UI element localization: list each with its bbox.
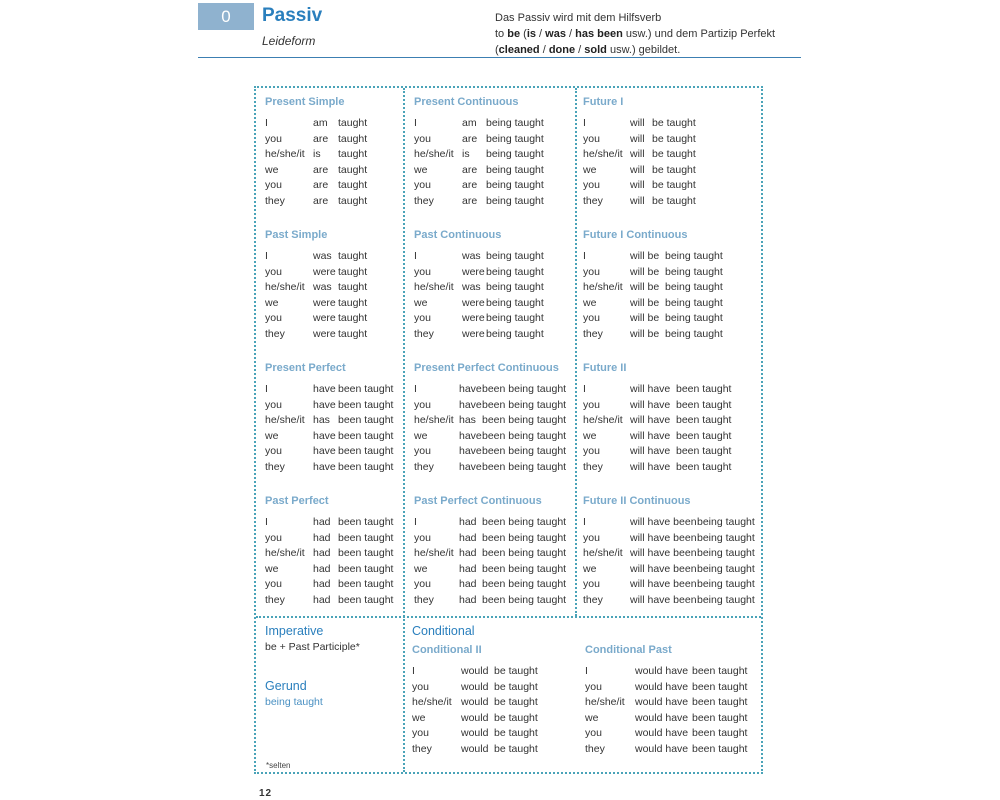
future-i-row-5-person: you xyxy=(583,179,600,192)
conditional-past-row-3-auxiliary: would have xyxy=(635,696,689,709)
future-i-row-5-verb-form: be taught xyxy=(652,179,696,192)
past-simple-row-4-verb-form: taught xyxy=(338,296,368,309)
page-title: Passiv xyxy=(262,5,323,26)
present-perfect-continuous-row-5-auxiliary: have xyxy=(459,445,482,458)
past-simple-row-6-auxiliary: were xyxy=(313,328,336,340)
gerund-value: being taught xyxy=(265,696,323,708)
present-perfect-row-4-person: we xyxy=(265,429,279,442)
future-i-continuous-row-2-auxiliary: will be xyxy=(630,265,660,278)
future-i-row-3-verb-form: be taught xyxy=(652,148,696,161)
past-perfect-row-1-verb-form: been taught xyxy=(338,516,394,528)
imperative-formula: be + Past Participle* xyxy=(265,641,360,653)
future-ii-continuous-row-1-auxiliary: will have been xyxy=(630,516,697,528)
present-simple-row-4-person: we xyxy=(265,163,279,176)
past-continuous-row-5-person: you xyxy=(414,312,431,325)
present-continuous-row-2-person: you xyxy=(414,132,431,145)
future-i-continuous-row-3-person: he/she/it xyxy=(583,281,623,294)
future-i-continuous-row-3-auxiliary: will be xyxy=(630,281,660,294)
present-continuous-row-6-auxiliary: are xyxy=(462,195,478,207)
page-subtitle: Leideform xyxy=(262,34,316,48)
past-perfect-row-4-auxiliary: had xyxy=(313,562,331,575)
conditional-ii-row-4-auxiliary: would xyxy=(461,711,489,724)
present-simple-row-3-verb-form: taught xyxy=(338,148,368,161)
conditional-ii-row-6-verb-form: be taught xyxy=(494,743,538,755)
past-perfect-row-2-verb-form: been taught xyxy=(338,531,394,544)
present-continuous-row-1-verb-form: being taught xyxy=(486,117,544,129)
past-simple-row-3-verb-form: taught xyxy=(338,281,368,294)
future-i-row-1-auxiliary: will xyxy=(630,117,645,129)
future-i-row-6-person: they xyxy=(583,195,603,207)
column-divider-1 xyxy=(403,88,405,772)
conditional-ii-row-4-person: we xyxy=(412,711,426,724)
past-simple-row-3-person: he/she/it xyxy=(265,281,305,294)
present-continuous-row-1-person: I xyxy=(414,117,417,129)
present-perfect-row-1-auxiliary: have xyxy=(313,383,336,395)
present-perfect-continuous-row-5-person: you xyxy=(414,445,431,458)
future-ii-continuous-row-1-person: I xyxy=(583,516,586,528)
present-continuous-row-3-person: he/she/it xyxy=(414,148,454,161)
intro-line-2: to be (is / was / has been usw.) und dem Partizip Perfekt xyxy=(495,28,776,40)
future-i-row-4-verb-form: be taught xyxy=(652,163,696,176)
future-ii-row-3-auxiliary: will have xyxy=(630,414,671,427)
present-simple-row-2-verb-form: taught xyxy=(338,132,368,145)
future-i-continuous-row-1-auxiliary: will be xyxy=(630,250,660,262)
intro-text xyxy=(495,10,795,58)
present-perfect-row-6-verb-form: been taught xyxy=(338,461,394,473)
future-i-continuous-row-5-verb-form: being taught xyxy=(665,312,723,325)
conditional-ii-row-2-person: you xyxy=(412,680,429,693)
past-perfect-row-1-auxiliary: had xyxy=(313,516,331,528)
future-ii-continuous-row-4-person: we xyxy=(583,562,597,575)
future-ii-continuous-row-2-auxiliary: will have been xyxy=(630,531,697,544)
present-perfect-continuous-row-1-auxiliary: have xyxy=(459,383,482,395)
future-ii-continuous-row-5-verb-form: being taught xyxy=(697,578,755,591)
future-i-row-1-verb-form: be taught xyxy=(652,117,696,129)
conditional-ii-row-3-person: he/she/it xyxy=(412,696,452,709)
conditional-past-row-1-person: I xyxy=(585,665,588,677)
present-perfect-continuous-row-2-auxiliary: have xyxy=(459,398,482,411)
present-simple-row-3-person: he/she/it xyxy=(265,148,305,161)
past-simple-row-4-person: we xyxy=(265,296,279,309)
conditional-ii-row-2-auxiliary: would xyxy=(461,680,489,693)
future-i-continuous-row-2-person: you xyxy=(583,265,600,278)
past-continuous-row-6-auxiliary: were xyxy=(462,328,485,340)
past-continuous-row-1-auxiliary: was xyxy=(462,250,481,262)
future-i-row-6-verb-form: be taught xyxy=(652,195,696,207)
conditional-past-row-6-auxiliary: would have xyxy=(635,743,689,755)
past-continuous-row-2-auxiliary: were xyxy=(462,265,485,278)
conditional-past-row-1-verb-form: been taught xyxy=(692,665,748,677)
present-simple-row-4-auxiliary: are xyxy=(313,163,329,176)
past-perfect-row-5-auxiliary: had xyxy=(313,578,331,591)
conditional-past-row-5-verb-form: been taught xyxy=(692,727,748,740)
future-i-continuous-row-1-person: I xyxy=(583,250,586,262)
header-divider xyxy=(198,57,801,58)
present-perfect-continuous-row-6-person: they xyxy=(414,461,434,473)
conditional-past-row-3-person: he/she/it xyxy=(585,696,625,709)
past-perfect-row-3-person: he/she/it xyxy=(265,547,305,560)
present-perfect-row-2-verb-form: been taught xyxy=(338,398,394,411)
future-ii-continuous-row-5-person: you xyxy=(583,578,600,591)
future-i-continuous-row-2-verb-form: being taught xyxy=(665,265,723,278)
past-simple-row-1-auxiliary: was xyxy=(313,250,332,262)
tense-title-present-simple: Present Simple xyxy=(265,96,345,108)
row-divider xyxy=(256,616,761,618)
past-simple-row-2-verb-form: taught xyxy=(338,265,368,278)
past-continuous-row-1-person: I xyxy=(414,250,417,262)
present-perfect-row-6-person: they xyxy=(265,461,285,473)
past-perfect-continuous-row-3-auxiliary: had xyxy=(459,547,477,560)
past-perfect-row-6-auxiliary: had xyxy=(313,594,331,606)
present-perfect-row-5-person: you xyxy=(265,445,282,458)
past-simple-row-6-verb-form: taught xyxy=(338,328,368,340)
conditional-ii-row-4-verb-form: be taught xyxy=(494,711,538,724)
past-perfect-continuous-row-5-auxiliary: had xyxy=(459,578,477,591)
future-ii-continuous-row-4-auxiliary: will have been xyxy=(630,562,697,575)
present-continuous-row-2-verb-form: being taught xyxy=(486,132,544,145)
present-continuous-row-6-person: they xyxy=(414,195,434,207)
past-perfect-continuous-row-6-verb-form: been being taught xyxy=(482,594,567,606)
tense-title-past-simple: Past Simple xyxy=(265,229,328,241)
present-perfect-continuous-row-6-verb-form: been being taught xyxy=(482,461,567,473)
past-simple-row-2-person: you xyxy=(265,265,282,278)
past-perfect-row-6-verb-form: been taught xyxy=(338,594,394,606)
future-i-row-5-auxiliary: will xyxy=(630,179,645,192)
past-perfect-continuous-row-4-verb-form: been being taught xyxy=(482,562,567,575)
tense-title-future-i-continuous: Future I Continuous xyxy=(583,229,688,241)
future-ii-row-5-person: you xyxy=(583,445,600,458)
past-continuous-row-6-verb-form: being taught xyxy=(486,328,544,340)
present-simple-row-5-person: you xyxy=(265,179,282,192)
present-simple-row-2-person: you xyxy=(265,132,282,145)
present-continuous-row-3-auxiliary: is xyxy=(462,148,470,161)
past-perfect-continuous-row-5-person: you xyxy=(414,578,431,591)
future-ii-continuous-row-6-person: they xyxy=(583,594,603,606)
future-i-continuous-row-6-verb-form: being taught xyxy=(665,328,723,340)
present-perfect-row-4-auxiliary: have xyxy=(313,429,336,442)
conditional-ii-row-1-auxiliary: would xyxy=(461,665,489,677)
past-continuous-row-1-verb-form: being taught xyxy=(486,250,544,262)
conditional-ii-row-3-auxiliary: would xyxy=(461,696,489,709)
present-simple-row-4-verb-form: taught xyxy=(338,163,368,176)
future-i-row-3-person: he/she/it xyxy=(583,148,623,161)
conditional-ii-row-5-person: you xyxy=(412,727,429,740)
future-i-continuous-row-5-person: you xyxy=(583,312,600,325)
present-continuous-row-5-person: you xyxy=(414,179,431,192)
future-ii-row-4-person: we xyxy=(583,429,597,442)
future-i-row-3-auxiliary: will xyxy=(630,148,645,161)
future-ii-continuous-row-6-auxiliary: will have been xyxy=(630,594,697,606)
past-simple-row-5-auxiliary: were xyxy=(313,312,336,325)
present-continuous-row-4-auxiliary: are xyxy=(462,163,478,176)
present-perfect-continuous-row-4-verb-form: been being taught xyxy=(482,429,567,442)
past-perfect-continuous-row-6-person: they xyxy=(414,594,434,606)
conditional-ii-row-6-auxiliary: would xyxy=(461,743,489,755)
past-perfect-continuous-row-3-verb-form: been being taught xyxy=(482,547,567,560)
future-ii-continuous-row-6-verb-form: being taught xyxy=(697,594,755,606)
future-ii-continuous-row-1-verb-form: being taught xyxy=(697,516,755,528)
tense-title-present-perfect-continuous: Present Perfect Continuous xyxy=(414,362,559,374)
present-continuous-row-3-verb-form: being taught xyxy=(486,148,544,161)
imperative-title: Imperative xyxy=(265,624,324,638)
past-perfect-continuous-row-1-auxiliary: had xyxy=(459,516,477,528)
conditional-ii-row-1-person: I xyxy=(412,665,415,677)
past-simple-row-1-verb-form: taught xyxy=(338,250,368,262)
future-i-row-1-person: I xyxy=(583,117,586,129)
tense-title-past-continuous: Past Continuous xyxy=(414,229,502,241)
conditional-past-row-4-person: we xyxy=(585,711,599,724)
tense-title-present-perfect: Present Perfect xyxy=(265,362,346,374)
past-simple-row-5-person: you xyxy=(265,312,282,325)
present-perfect-row-4-verb-form: been taught xyxy=(338,429,394,442)
present-simple-row-6-person: they xyxy=(265,195,285,207)
past-perfect-continuous-row-6-auxiliary: had xyxy=(459,594,477,606)
future-i-row-4-person: we xyxy=(583,163,597,176)
future-i-continuous-row-1-verb-form: being taught xyxy=(665,250,723,262)
future-ii-continuous-row-3-verb-form: being taught xyxy=(697,547,755,560)
present-perfect-row-2-auxiliary: have xyxy=(313,398,336,411)
future-ii-continuous-row-5-auxiliary: will have been xyxy=(630,578,697,591)
past-perfect-row-3-auxiliary: had xyxy=(313,547,331,560)
future-ii-row-3-verb-form: been taught xyxy=(676,414,732,427)
present-simple-row-5-verb-form: taught xyxy=(338,179,368,192)
present-perfect-continuous-row-3-auxiliary: has xyxy=(459,414,476,427)
future-ii-row-2-person: you xyxy=(583,398,600,411)
column-divider-2 xyxy=(575,88,577,616)
conditional-past-row-2-person: you xyxy=(585,680,602,693)
present-simple-row-1-person: I xyxy=(265,117,268,129)
future-i-row-2-auxiliary: will xyxy=(630,132,645,145)
tense-title-future-ii: Future II xyxy=(583,362,627,374)
future-i-continuous-row-4-person: we xyxy=(583,296,597,309)
past-perfect-continuous-row-5-verb-form: been being taught xyxy=(482,578,567,591)
past-simple-row-4-auxiliary: were xyxy=(313,296,336,309)
present-simple-row-5-auxiliary: are xyxy=(313,179,329,192)
present-perfect-continuous-row-4-person: we xyxy=(414,429,428,442)
future-i-row-4-auxiliary: will xyxy=(630,163,645,176)
present-perfect-row-5-verb-form: been taught xyxy=(338,445,394,458)
past-perfect-continuous-row-1-verb-form: been being taught xyxy=(482,516,567,528)
conditional-past-row-2-auxiliary: would have xyxy=(635,680,689,693)
conditional-ii-row-5-verb-form: be taught xyxy=(494,727,538,740)
future-ii-row-1-verb-form: been taught xyxy=(676,383,732,395)
conditional-past-row-5-person: you xyxy=(585,727,602,740)
past-perfect-continuous-row-2-person: you xyxy=(414,531,431,544)
future-ii-row-2-verb-form: been taught xyxy=(676,398,732,411)
present-perfect-row-3-person: he/she/it xyxy=(265,414,305,427)
present-perfect-continuous-row-6-auxiliary: have xyxy=(459,461,482,473)
future-i-continuous-row-6-person: they xyxy=(583,328,603,340)
past-perfect-row-2-person: you xyxy=(265,531,282,544)
past-continuous-row-4-verb-form: being taught xyxy=(486,296,544,309)
present-perfect-row-2-person: you xyxy=(265,398,282,411)
conditional-ii-row-6-person: they xyxy=(412,743,432,755)
tense-title-conditional-ii: Conditional II xyxy=(412,644,482,656)
conditional-ii-row-5-auxiliary: would xyxy=(461,727,489,740)
future-i-continuous-row-6-auxiliary: will be xyxy=(630,328,660,340)
future-ii-row-5-auxiliary: will have xyxy=(630,445,671,458)
future-ii-row-3-person: he/she/it xyxy=(583,414,623,427)
future-ii-row-6-person: they xyxy=(583,461,603,473)
past-continuous-row-2-verb-form: being taught xyxy=(486,265,544,278)
present-perfect-continuous-row-5-verb-form: been being taught xyxy=(482,445,567,458)
present-perfect-row-3-auxiliary: has xyxy=(313,414,330,427)
past-continuous-row-6-person: they xyxy=(414,328,434,340)
conditional-past-row-4-auxiliary: would have xyxy=(635,711,689,724)
future-ii-row-6-auxiliary: will have xyxy=(630,461,671,473)
conditional-past-row-5-auxiliary: would have xyxy=(635,727,689,740)
past-continuous-row-4-person: we xyxy=(414,296,428,309)
past-perfect-row-5-person: you xyxy=(265,578,282,591)
past-continuous-row-3-auxiliary: was xyxy=(462,281,481,294)
page-number: 12 xyxy=(259,788,273,799)
past-continuous-row-3-verb-form: being taught xyxy=(486,281,544,294)
tense-title-past-perfect: Past Perfect xyxy=(265,495,329,507)
future-ii-continuous-row-2-person: you xyxy=(583,531,600,544)
present-perfect-row-5-auxiliary: have xyxy=(313,445,336,458)
tense-title-future-ii-continuous: Future II Continuous xyxy=(583,495,691,507)
past-continuous-row-3-person: he/she/it xyxy=(414,281,454,294)
present-perfect-row-1-verb-form: been taught xyxy=(338,383,394,395)
past-perfect-row-2-auxiliary: had xyxy=(313,531,331,544)
present-perfect-continuous-row-2-person: you xyxy=(414,398,431,411)
present-perfect-continuous-row-2-verb-form: been being taught xyxy=(482,398,567,411)
past-perfect-row-3-verb-form: been taught xyxy=(338,547,394,560)
conditional-past-row-6-verb-form: been taught xyxy=(692,743,748,755)
tense-title-past-perfect-continuous: Past Perfect Continuous xyxy=(414,495,542,507)
past-perfect-continuous-row-2-verb-form: been being taught xyxy=(482,531,567,544)
future-ii-row-1-auxiliary: will have xyxy=(630,383,671,395)
past-perfect-continuous-row-1-person: I xyxy=(414,516,417,528)
past-perfect-row-5-verb-form: been taught xyxy=(338,578,394,591)
future-ii-row-2-auxiliary: will have xyxy=(630,398,671,411)
tense-title-conditional-past: Conditional Past xyxy=(585,644,672,656)
present-continuous-row-1-auxiliary: am xyxy=(462,117,477,129)
present-continuous-row-6-verb-form: being taught xyxy=(486,195,544,207)
tense-title-future-i: Future I xyxy=(583,96,624,108)
past-perfect-row-6-person: they xyxy=(265,594,285,606)
future-ii-continuous-row-4-verb-form: being taught xyxy=(697,562,755,575)
future-i-row-6-auxiliary: will xyxy=(630,195,645,207)
future-i-continuous-row-3-verb-form: being taught xyxy=(665,281,723,294)
past-continuous-row-5-verb-form: being taught xyxy=(486,312,544,325)
present-continuous-row-2-auxiliary: are xyxy=(462,132,478,145)
present-simple-row-1-auxiliary: am xyxy=(313,117,328,129)
intro-line-3: (cleaned / done / sold usw.) gebildet. xyxy=(495,44,681,56)
present-perfect-row-1-person: I xyxy=(265,383,268,395)
future-i-continuous-row-5-auxiliary: will be xyxy=(630,312,660,325)
future-ii-row-1-person: I xyxy=(583,383,586,395)
future-i-row-2-person: you xyxy=(583,132,600,145)
future-ii-row-6-verb-form: been taught xyxy=(676,461,732,473)
present-perfect-row-6-auxiliary: have xyxy=(313,461,336,473)
present-continuous-row-4-verb-form: being taught xyxy=(486,163,544,176)
past-perfect-row-1-person: I xyxy=(265,516,268,528)
present-simple-row-6-verb-form: taught xyxy=(338,195,368,207)
future-ii-row-4-auxiliary: will have xyxy=(630,429,671,442)
future-i-row-2-verb-form: be taught xyxy=(652,132,696,145)
past-simple-row-6-person: they xyxy=(265,328,285,340)
conditional-past-row-4-verb-form: been taught xyxy=(692,711,748,724)
present-perfect-continuous-row-3-person: he/she/it xyxy=(414,414,454,427)
present-continuous-row-5-verb-form: being taught xyxy=(486,179,544,192)
past-perfect-continuous-row-2-auxiliary: had xyxy=(459,531,477,544)
past-perfect-continuous-row-3-person: he/she/it xyxy=(414,547,454,560)
footnote: *selten xyxy=(266,761,291,770)
past-perfect-row-4-verb-form: been taught xyxy=(338,562,394,575)
conditional-ii-row-2-verb-form: be taught xyxy=(494,680,538,693)
conditional-heading: Conditional xyxy=(412,624,475,638)
past-simple-row-5-verb-form: taught xyxy=(338,312,368,325)
present-perfect-row-3-verb-form: been taught xyxy=(338,414,394,427)
past-perfect-row-4-person: we xyxy=(265,562,279,575)
present-continuous-row-5-auxiliary: are xyxy=(462,179,478,192)
past-simple-row-1-person: I xyxy=(265,250,268,262)
present-perfect-continuous-row-4-auxiliary: have xyxy=(459,429,482,442)
gerund-title: Gerund xyxy=(265,679,307,693)
tense-title-present-continuous: Present Continuous xyxy=(414,96,519,108)
conditional-ii-row-1-verb-form: be taught xyxy=(494,665,538,677)
future-ii-row-5-verb-form: been taught xyxy=(676,445,732,458)
present-perfect-continuous-row-1-verb-form: been being taught xyxy=(482,383,567,395)
future-i-continuous-row-4-auxiliary: will be xyxy=(630,296,660,309)
past-simple-row-2-auxiliary: were xyxy=(313,265,336,278)
past-perfect-continuous-row-4-person: we xyxy=(414,562,428,575)
conditional-past-row-3-verb-form: been taught xyxy=(692,696,748,709)
present-simple-row-6-auxiliary: are xyxy=(313,195,329,207)
past-simple-row-3-auxiliary: was xyxy=(313,281,332,294)
present-perfect-continuous-row-3-verb-form: been being taught xyxy=(482,414,567,427)
present-simple-row-2-auxiliary: are xyxy=(313,132,329,145)
present-continuous-row-4-person: we xyxy=(414,163,428,176)
past-continuous-row-4-auxiliary: were xyxy=(462,296,485,309)
past-perfect-continuous-row-4-auxiliary: had xyxy=(459,562,477,575)
future-ii-row-4-verb-form: been taught xyxy=(676,429,732,442)
present-perfect-continuous-row-1-person: I xyxy=(414,383,417,395)
conditional-past-row-1-auxiliary: would have xyxy=(635,665,689,677)
chapter-number-badge: 0 xyxy=(198,3,254,30)
present-simple-row-1-verb-form: taught xyxy=(338,117,368,129)
future-ii-continuous-row-3-person: he/she/it xyxy=(583,547,623,560)
conditional-past-row-2-verb-form: been taught xyxy=(692,680,748,693)
intro-line-1: Das Passiv wird mit dem Hilfsverb xyxy=(495,12,662,24)
future-ii-continuous-row-2-verb-form: being taught xyxy=(697,531,755,544)
future-i-continuous-row-4-verb-form: being taught xyxy=(665,296,723,309)
past-continuous-row-5-auxiliary: were xyxy=(462,312,485,325)
past-continuous-row-2-person: you xyxy=(414,265,431,278)
conditional-ii-row-3-verb-form: be taught xyxy=(494,696,538,709)
conditional-past-row-6-person: they xyxy=(585,743,605,755)
future-ii-continuous-row-3-auxiliary: will have been xyxy=(630,547,697,560)
present-simple-row-3-auxiliary: is xyxy=(313,148,321,161)
